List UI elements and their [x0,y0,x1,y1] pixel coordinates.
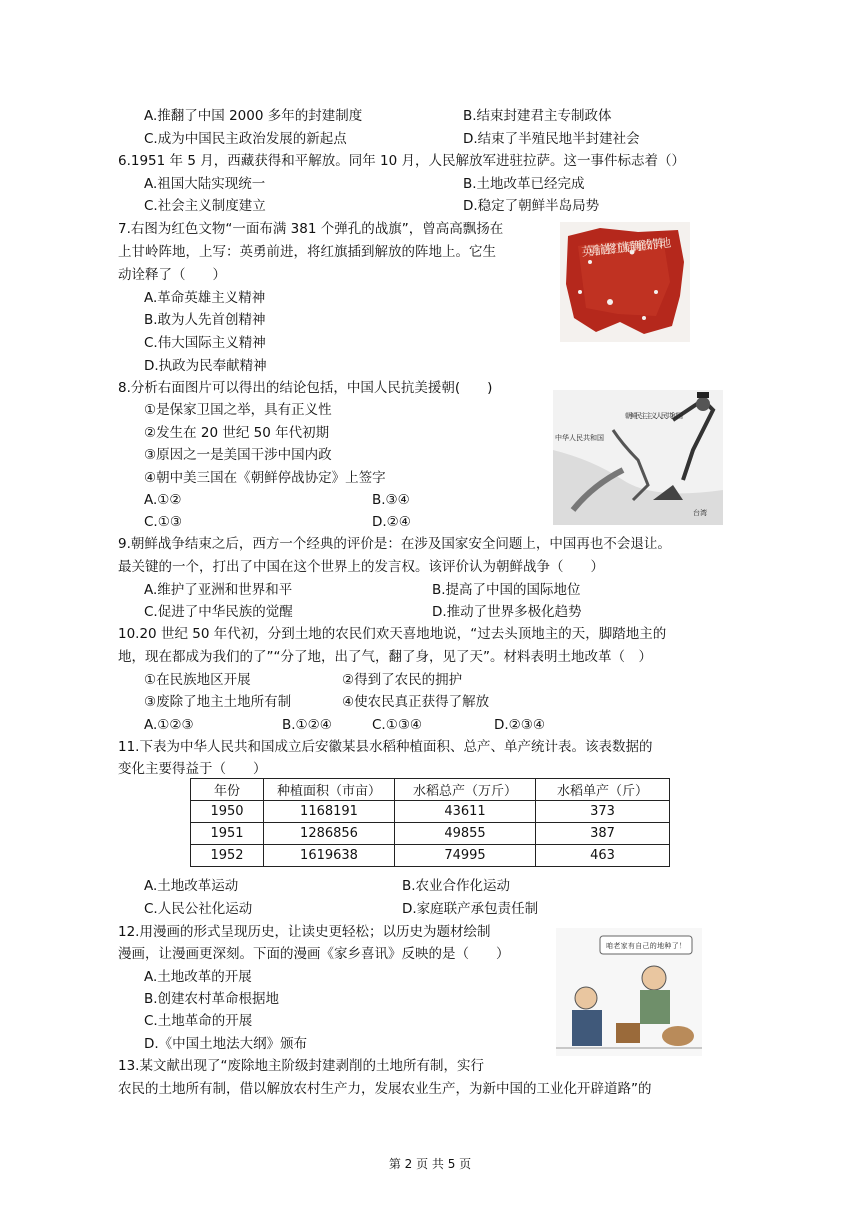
q6-option-b: B.土地改革已经完成 [463,176,585,192]
table-row [191,823,670,845]
q10-option-d: D.②③④ [494,717,545,733]
q10-option-a: A.①②③ [144,717,194,733]
q12-option-c: C.土地革命的开展 [144,1013,253,1029]
q7-stem-line3: 动诠释了（ ） [118,267,226,283]
q8-option-a: A.①② [144,492,182,508]
q7-option-a: A.革命英雄主义精神 [144,290,266,306]
table-cell: 1952 [191,845,264,867]
q6-option-a: A.祖国大陆实现统一 [144,176,266,192]
table-cell: 74995 [395,845,536,867]
q9-option-d: D.推动了世界多极化趋势 [432,604,582,620]
q12-stem-line1: 12.用漫画的形式呈现历史，让读史更轻松；以历史为题材绘制 [118,924,491,940]
q9-stem-line1: 9.朝鲜战争结束之后，西方一个经典的评价是：在涉及国家安全问题上，中国再也不会退让。 [118,536,671,552]
hometown-news-cartoon [556,928,702,1056]
rice-statistics-table [190,778,670,867]
page-footer: 第 2 页 共 5 页 [388,1157,472,1171]
table-cell: 387 [536,823,670,845]
q6-stem: 6.1951 年 5 月，西藏获得和平解放。同年 10 月，人民解放军进驻拉萨。这一事件标志着（） [118,153,685,169]
q10-stem-line2: 地，现在都成为我们的了”“分了地，出了气，翻了身，见了天”。材料表明土地改革（ ） [118,649,652,665]
q11-option-c: C.人民公社化运动 [144,901,253,917]
q8-statement-2: ②发生在 20 世纪 50 年代初期 [144,425,330,441]
table-header-total: 水稻总产（万斤） [395,779,536,801]
q11-stem-line2: 变化主要得益于（ ） [118,761,267,777]
cartoon-label-taiwan: 台湾 [693,509,707,517]
q9-stem-line2: 最关键的一个，打出了中国在这个世界上的发言权。该评价认为朝鲜战争（ ） [118,559,604,575]
table-cell: 43611 [395,801,536,823]
q8-statement-1: ①是保家卫国之举，具有正义性 [144,402,332,418]
q5-option-a: A.推翻了中国 2000 多年的封建制度 [144,108,363,124]
q5-option-b: B.结束封建君主专制政体 [463,108,612,124]
table-cell: 1168191 [264,801,395,823]
table-cell: 49855 [395,823,536,845]
q9-option-b: B.提高了中国的国际地位 [432,582,581,598]
q11-option-a: A.土地改革运动 [144,878,239,894]
q8-stem: 8.分析右面图片可以得出的结论包括，中国人民抗美援朝( ) [118,380,493,396]
table-cell: 463 [536,845,670,867]
q10-statement-3: ③废除了地主土地所有制 [144,694,292,710]
q6-option-c: C.社会主义制度建立 [144,198,266,214]
table-row [191,845,670,867]
q12-stem-line2: 漫画，让漫画更深刻。下面的漫画《家乡喜讯》反映的是（ ） [118,946,510,962]
table-row [191,801,670,823]
q7-stem-line2: 上甘岭阵地，上写：英勇前进，将红旗插到解放的阵地上。它生 [118,244,496,260]
q7-option-c: C.伟大国际主义精神 [144,335,266,351]
table-header-row [191,779,670,801]
table-cell: 1950 [191,801,264,823]
q12-option-b: B.创建农村革命根据地 [144,991,280,1007]
q12-option-a: A.土地改革的开展 [144,969,252,985]
q11-option-b: B.农业合作化运动 [402,878,511,894]
q8-option-d: D.②④ [372,514,411,530]
table-cell: 1619638 [264,845,395,867]
q10-stem-line1: 10.20 世纪 50 年代初，分到土地的农民们欢天喜地地说，“过去头顶地主的天，脚踏地主的 [118,626,667,642]
table-header-year: 年份 [191,779,264,801]
cartoon-label-korea: 朝鲜民主主义人民共和国 [625,412,683,420]
q7-stem-line1: 7.右图为红色文物“一面布满 381 个弹孔的战旗”，曾高高飘扬在 [118,221,504,237]
q7-option-d: D.执政为民奉献精神 [144,358,267,374]
q8-option-c: C.①③ [144,514,182,530]
q12-option-d: D.《中国土地法大纲》颁布 [144,1036,308,1052]
q10-statement-4: ④使农民真正获得了解放 [342,694,490,710]
q10-statement-2: ②得到了农民的拥护 [342,672,463,688]
cartoon-speech-bubble: 咱老家有自己的地种了！ [606,942,686,950]
battle-flag-image [560,222,690,342]
table-cell: 373 [536,801,670,823]
q5-option-c: C.成为中国民主政治发展的新起点 [144,131,347,147]
q7-option-b: B.敢为人先首创精神 [144,312,266,328]
q13-stem-line2: 农民的土地所有制，借以解放农村生产力，发展农业生产，为新中国的工业化开辟道路”的 [118,1081,652,1097]
q9-option-a: A.维护了亚洲和世界和平 [144,582,293,598]
q10-option-c: C.①③④ [372,717,423,733]
q5-option-d: D.结束了半殖民地半封建社会 [463,131,640,147]
q8-option-b: B.③④ [372,492,410,508]
q9-option-c: C.促进了中华民族的觉醒 [144,604,293,620]
q8-statement-3: ③原因之一是美国干涉中国内政 [144,447,332,463]
flag-text: 英勇前进 将红旗插到 解放的阵地 [580,235,672,259]
korean-war-cartoon [553,390,723,525]
q6-option-d: D.稳定了朝鲜半岛局势 [463,198,600,214]
q8-statement-4: ④朝中美三国在《朝鲜停战协定》上签字 [144,470,386,486]
q10-statement-1: ①在民族地区开展 [144,672,251,688]
table-cell: 1286856 [264,823,395,845]
q11-option-d: D.家庭联产承包责任制 [402,901,539,917]
q11-stem-line1: 11.下表为中华人民共和国成立后安徽某县水稻种植面积、总产、单产统计表。该表数据的 [118,739,653,755]
table-cell: 1951 [191,823,264,845]
table-header-area: 种植面积（市亩） [264,779,395,801]
cartoon-label-china: 中华人民共和国 [555,434,604,442]
q13-stem-line1: 13.某文献出现了“废除地主阶级封建剥削的土地所有制，实行 [118,1058,484,1074]
q10-option-b: B.①②④ [282,717,332,733]
table-header-unit: 水稻单产（斤） [536,779,670,801]
